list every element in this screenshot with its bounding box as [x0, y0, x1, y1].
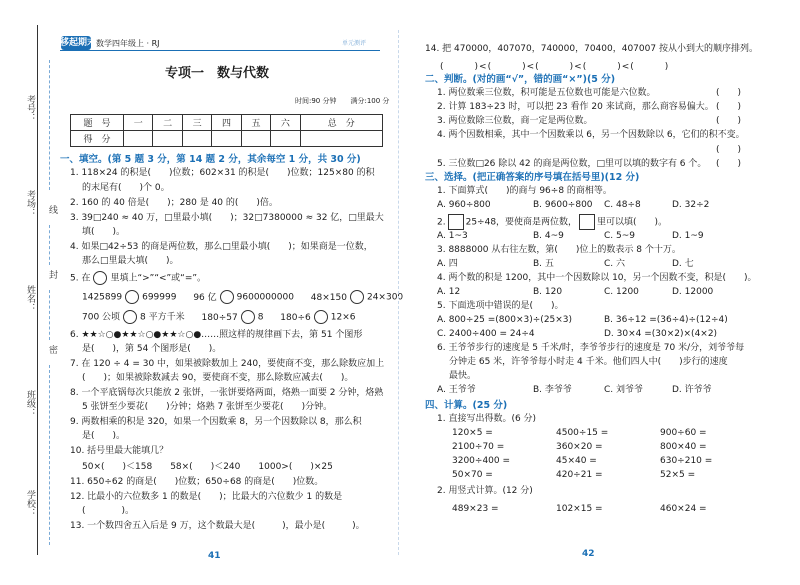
vertical-calc-item: 102×15 = [556, 504, 603, 514]
compare-item: 12×6 [330, 312, 356, 323]
question-line: 1. 118×24 的积是( )位数；602×31 的积是( )位数；125×80 的积 [70, 168, 375, 178]
choice-option: A. 12 [437, 287, 461, 297]
side-label-exam-room: 考场： [25, 190, 35, 217]
choice-option: A. 四 [437, 259, 458, 269]
compare-item: 48×150 [310, 292, 347, 303]
calc-item: 3200÷400 = [452, 456, 511, 466]
compare-item: 9600000000 [236, 292, 294, 303]
score-cell[interactable] [300, 131, 382, 147]
compare-item: 699999 [142, 292, 177, 303]
seal-mark-seal: 封 [47, 270, 57, 279]
score-header: 二 [153, 115, 182, 131]
header-rule [60, 50, 380, 51]
choice-option: D. 1~9 [672, 231, 704, 241]
score-header: 三 [182, 115, 211, 131]
calc-item: 4500÷15 = [556, 428, 609, 438]
unit-tag: 单元测评 [342, 40, 367, 47]
digit-box[interactable] [448, 214, 464, 230]
compare-circle[interactable] [350, 290, 364, 304]
choice-question: 最快。 [449, 371, 477, 381]
section-judge: 二、判断。(对的画“√”，错的画“×”)(5 分) [425, 74, 616, 85]
choice-question: 1. 下面算式( )的商与 96÷8 的商相等。 [437, 186, 612, 196]
calc-item: 420÷21 = [556, 470, 603, 480]
compare-circle[interactable] [125, 290, 139, 304]
question-line: ( )。 [82, 506, 135, 516]
choice-option: B. 120 [533, 287, 563, 297]
judge-answer[interactable]: ( ) [716, 102, 742, 112]
order-answer: ( )<( )<( )<( )<( ) [440, 62, 670, 72]
dash-line [49, 225, 50, 265]
section-calc: 四、计算。(25 分) [425, 400, 508, 411]
judge-answer[interactable]: ( ) [716, 145, 742, 155]
time-info: 时间:90 分钟 满分:100 分 [295, 97, 390, 105]
score-header: 五 [241, 115, 270, 131]
choice-option: D. 32÷2 [672, 200, 710, 210]
score-cell[interactable] [153, 131, 182, 147]
choice-option: A. 800÷25 =(800×3)÷(25×3) [437, 315, 573, 325]
question-line: 50×( )＜158 58×( )＜240 1000>( )×25 [82, 462, 333, 472]
choice-option: A. 960÷800 [437, 200, 491, 210]
compare-item: 700 公顷 [82, 312, 121, 323]
choice-option: D. 12000 [672, 287, 714, 297]
dash-line [49, 365, 50, 545]
judge-answer[interactable]: ( ) [716, 116, 742, 126]
compare-circle[interactable] [314, 310, 328, 324]
side-label-name: 姓名： [25, 285, 35, 312]
calc-item: 360×20 = [556, 442, 603, 452]
side-label-exam-no: 考号： [25, 95, 35, 122]
compare-item: 1425899 [82, 292, 123, 303]
question-line: 11. 650÷62 的商是( )位数；650÷68 的商是( )位数。 [70, 477, 324, 487]
compare-circle[interactable] [220, 290, 234, 304]
choice-option: C. 刘爷爷 [604, 385, 644, 395]
score-cell[interactable] [124, 131, 153, 147]
compare-row [82, 310, 355, 324]
logo: 移起期末 [60, 38, 97, 48]
dash-line [49, 60, 50, 190]
choice-option: B. 9600÷800 [533, 200, 593, 210]
compare-circle[interactable] [123, 310, 137, 324]
question-line: 8. 一个平底锅每次只能放 2 张饼，一张饼要烙两面，烙熟一面要 2 分钟，烙熟 [70, 388, 384, 398]
score-cell[interactable] [182, 131, 211, 147]
score-cell[interactable] [271, 131, 300, 147]
question-line: ( )；如果被除数减去 90，要使商不变，那么除数应减去( )。 [82, 373, 354, 383]
side-label-class: 班级： [25, 390, 35, 417]
choice-option: B. 李爷爷 [533, 385, 572, 395]
question-text: 25÷48，要使商是两位数， [465, 217, 578, 228]
choice-question: 6. 王爷爷步行的速度是 5 千米/时，李爷爷步行的速度是 70 米/分，刘爷爷每 [437, 343, 745, 353]
choice-option: B. 36÷12 =(36÷4)÷(12÷4) [604, 315, 728, 325]
question-line [70, 271, 206, 285]
judge-answer[interactable]: ( ) [716, 88, 742, 98]
question-line: 5 张饼至少要花( )分钟；烙熟 7 张饼至少要花( )分钟。 [82, 402, 333, 412]
calc-subtitle: 2. 用竖式计算。(12 分) [437, 486, 533, 496]
compare-item: 8 平方千米 [140, 312, 185, 323]
score-header: 四 [212, 115, 241, 131]
score-header: 一 [124, 115, 153, 131]
compare-item: 24×300 [366, 292, 404, 303]
seal-mark-line: 线 [47, 205, 57, 214]
compare-circle[interactable] [93, 271, 107, 285]
choice-question: 5. 下面选项中错误的是( )。 [437, 301, 564, 311]
vertical-calc-item: 460×24 = [660, 504, 707, 514]
choice-option: C. 5~9 [604, 231, 635, 241]
question-line: 是( )，第 54 个图形是( )。 [82, 344, 222, 354]
question-text: 里填上“>”“<”或“=”。 [110, 273, 207, 284]
page-divider [398, 30, 399, 555]
judge-item: 1. 两位数乘三位数，积可能是五位数也可能是六位数。 [437, 88, 656, 98]
score-cell[interactable] [212, 131, 241, 147]
question-line: 6. ★★☆○●★★☆○●★★☆○●……照这样的规律画下去，第 51 个图形 [70, 330, 363, 340]
compare-item: 180÷57 [201, 312, 238, 323]
question-line: 14. 把 470000，407070，740000，70400，407007 按从小到大的顺序排列。 [425, 44, 758, 54]
choice-option: D. 许爷爷 [672, 385, 712, 395]
judge-answer[interactable]: ( ) [716, 159, 742, 169]
dash-line [49, 290, 50, 340]
section-choice: 三、选择。(把正确答案的序号填在括号里)(12 分) [425, 172, 640, 183]
judge-item: 3. 两位数除三位数，商一定是两位数。 [437, 116, 593, 126]
calc-item: 630÷210 = [660, 456, 713, 466]
choice-option: C. 48÷8 [604, 200, 641, 210]
question-line: 10. 括号里最大能填几？ [70, 446, 169, 456]
choice-question: 分钟走 65 米，许爷爷每小时走 4 千米。他们四人中( )步行的速度 [449, 357, 728, 367]
choice-option: C. 1200 [604, 287, 639, 297]
calc-item: 800×40 = [660, 442, 707, 452]
seal-mark-secret: 密 [47, 345, 57, 354]
calc-subtitle: 1. 直接写出得数。(6 分) [437, 414, 537, 424]
calc-item: 900÷60 = [660, 428, 707, 438]
calc-item: 50×70 = [452, 470, 493, 480]
calc-item: 52×5 = [660, 470, 696, 480]
page-number: 41 [208, 551, 221, 561]
judge-item: 4. 两个因数相乘，其中一个因数乘以 6，另一个因数除以 6，它们的积不变。 [437, 130, 745, 140]
choice-question: 3. 8888000 从右往左数，第( )位上的数表示 8 个十万。 [437, 245, 681, 255]
calc-item: 45×40 = [556, 456, 597, 466]
score-cell[interactable] [241, 131, 270, 147]
question-line: 12. 比最小的六位数多 1 的数是( )；比最大的六位数少 1 的数是 [70, 492, 343, 502]
question-line: 13. 一个数四舍五入后是 9 万，这个数最大是( )，最小是( )。 [70, 521, 365, 531]
question-line: 填( )。 [82, 227, 126, 237]
choice-option: D. 30×4 =(30×2)×(4×2) [604, 329, 718, 339]
digit-box[interactable] [579, 214, 595, 230]
compare-circle[interactable] [241, 310, 255, 324]
judge-item: 5. 三位数□26 除以 42 的商是两位数，□里可以填的数字有 6 个。 [437, 159, 707, 169]
compare-row [82, 290, 403, 304]
score-table [70, 114, 383, 147]
question-line: 那么□里最大填( )。 [82, 256, 179, 266]
calc-item: 120×5 = [452, 428, 493, 438]
question-line: 4. 如果□42÷53 的商是两位数，那么□里最小填( )；如果商是一位数， [70, 242, 373, 252]
score-header: 六 [271, 115, 300, 131]
choice-option: D. 七 [672, 259, 694, 269]
choice-option: B. 五 [533, 259, 554, 269]
section-fill-blank: 一、填空。(第 5 题 3 分，第 14 题 2 分，其余每空 1 分，共 30 分) [60, 154, 361, 165]
question-line: 2. 160 的 40 倍是( )；280 是 40 的( )倍。 [70, 198, 278, 208]
calc-item: 2100÷70 = [452, 442, 505, 452]
subject-label: 数学四年级上 · RJ [96, 39, 160, 48]
choice-option: A. 1~3 [437, 231, 468, 241]
choice-option: C. 2400÷400 = 24÷4 [437, 329, 535, 339]
choice-option: B. 4~9 [533, 231, 564, 241]
judge-item: 2. 计算 183÷23 时，可以把 23 看作 20 来试商，那么商容易偏大。 [437, 102, 714, 112]
score-row-label: 得 分 [71, 131, 124, 147]
choice-option: C. 六 [604, 259, 626, 269]
score-header: 总 分 [300, 115, 382, 131]
question-line: 7. 在 120 ÷ 4 = 30 中，如果被除数加上 240，要使商不变，那么除数应加上 [70, 359, 385, 369]
score-header: 题 号 [71, 115, 124, 131]
choice-question [437, 214, 667, 230]
compare-item: 8 [257, 312, 264, 323]
question-line: 3. 39□240 ≈ 40 万，□里最小填( )；32□7380000 ≈ 32 亿，□里最大 [70, 213, 384, 223]
question-text: 5. 在 [70, 273, 91, 284]
side-label-school: 学校： [25, 490, 35, 517]
question-line: 的末尾有( )个 0。 [82, 183, 170, 193]
vertical-calc-item: 489×23 = [452, 504, 499, 514]
question-line: 9. 两数相乘的积是 320，如果一个因数乘 8，另一个因数除以 8，那么积 [70, 417, 362, 427]
choice-question: 4. 两个数的积是 1200，其中一个因数除以 10，另一个因数不变，积是( )。 [437, 273, 757, 283]
question-text: 里可以填( )。 [597, 217, 668, 228]
question-line: 是( )。 [82, 431, 126, 441]
page-number: 42 [582, 549, 595, 559]
compare-item: 96 亿 [193, 292, 217, 303]
question-text: 2. [437, 217, 446, 228]
compare-item: 180÷6 [280, 312, 311, 323]
binding-line [37, 25, 38, 555]
choice-option: A. 王爷爷 [437, 385, 476, 395]
page-title: 专项一 数与代数 [165, 66, 270, 81]
